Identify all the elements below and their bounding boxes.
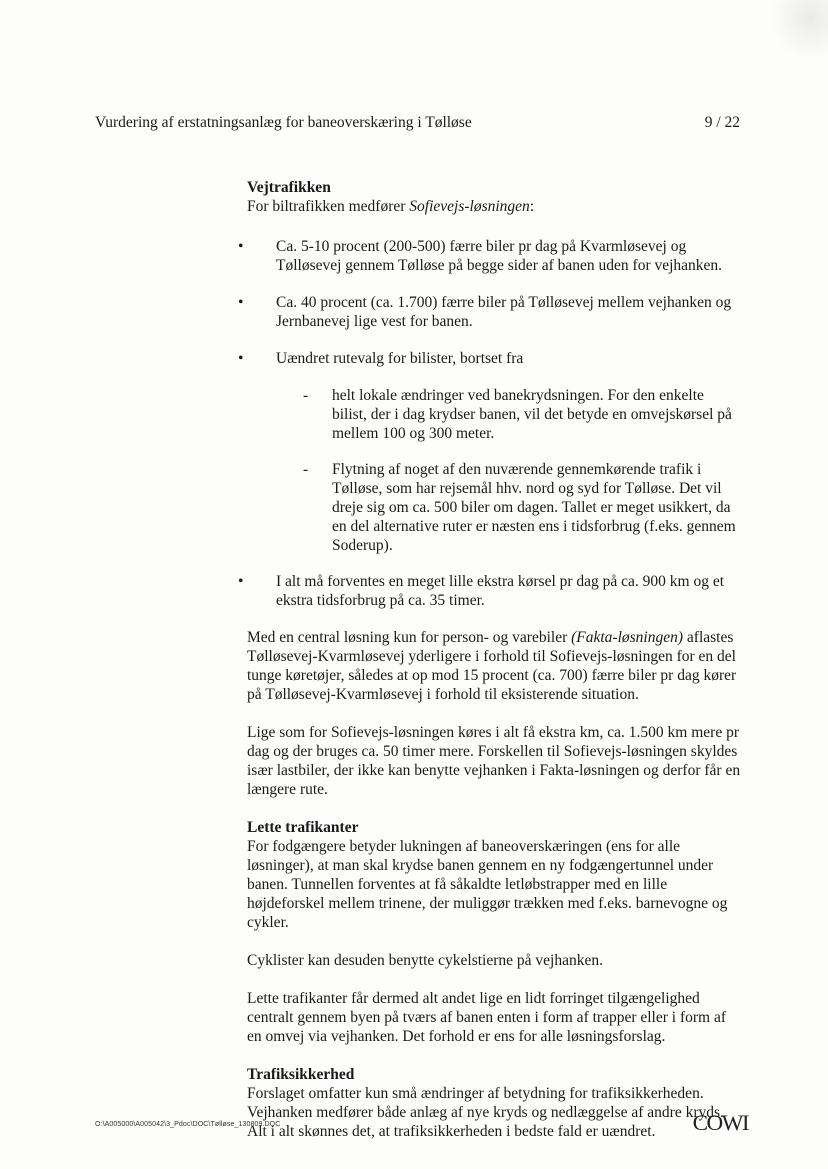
section-heading: Lette trafikanter [247,819,359,836]
document-body [238,178,742,1160]
paragraph: Cyklister kan desuden benytte cykelstierne på vejhanken. [247,952,603,969]
section-heading: Trafiksikkerhed [247,1066,355,1083]
dash-list [303,386,742,555]
section-heading: Vejtrafikken [247,179,331,196]
bullet-text: I alt må forventes en meget lille ekstra kørsel pr dag på ca. 900 km og et ekstra tidsforbrug på ca. 35 timer. [276,573,725,609]
company-logo: COWI [692,1110,748,1135]
paragraph-text: Med en central løsning kun for person- og varebiler [247,629,572,646]
bullet-text: Ca. 5-10 procent (200-500) færre biler pr dag på Kvarmløsevej og Tølløsevej gennem Tølløse på begge sider af banen uden for vejhanken. [276,238,723,274]
bullet-text: Uændret rutevalg for bilister, bortset fra [276,350,524,367]
paragraph: Lige som for Sofievejs-løsningen køres i alt få ekstra km, ca. 1.500 km mere pr dag og der bruges ca. 50 timer mere. Forskellen til Sofievejs-løsningen skyldes især lastbiler, der ikke kan benytte vejhanken i Fakta-løsningen og derfor får en længere rute. [247,724,741,798]
bullet-item [238,572,742,610]
section-vejtrafikken [238,178,742,799]
paragraph: Lette trafikanter får dermed alt andet lige en lidt forringet tilgængelighed centralt gennem byen på tværs af banen enten i form af trapper eller i form af en omvej via vejhanken. Det forhold er ens for alle løsningsforslag. [247,990,727,1045]
paragraph-emphasis: (Fakta-løsningen) [571,629,684,646]
paragraph-text: aflastes Tølløsevej-Kvarmløsevej yderligere i forhold til Sofievejs-løsningen for en del tunge køretøjer, således at op mod 15 procent (ca. 700) færre biler pr dag kører på Tølløsevej-Kvarmløsevej i forhold til eksisterende situation. [247,629,737,703]
paragraph [247,628,742,704]
bullet-list [238,237,742,610]
dash-item [303,460,742,555]
section-intro [247,197,742,216]
page-number: 9 / 22 [704,114,740,131]
dash-icon: - [303,387,309,404]
dash-item [303,386,742,443]
section-lette-trafikanter [247,818,742,1046]
intro-emphasis: Sofievejs-løsningen [409,198,530,215]
section-trafiksikkerhed [247,1065,742,1141]
intro-text: For biltrafikken medfører [247,198,410,215]
bullet-text: Ca. 40 procent (ca. 1.700) færre biler på Tølløsevej mellem vejhanken og Jernbanevej lige vest for banen. [276,294,732,330]
bullet-icon: • [238,573,244,590]
dash-text: helt lokale ændringer ved banekrydsningen. For den enkelte bilist, der i dag krydser banen, vil det betyde en omvejskørsel på mellem 100 og 300 meter. [332,387,732,442]
dash-icon: - [303,461,309,478]
bullet-item [238,349,742,555]
intro-colon: : [529,198,535,215]
document-header-title: Vurdering af erstatningsanlæg for baneoverskæring i Tølløse [95,114,472,131]
footer-file-path: O:\A005000\A005042\3_Pdoc\DOC\Tølløse_130809.DOC [95,1121,281,1128]
bullet-item [238,237,742,275]
bullet-icon: • [238,238,244,255]
bullet-item [238,293,742,331]
dash-text: Flytning af noget af den nuværende gennemkørende trafik i Tølløse, som har rejsemål hhv. nord og syd for Tølløse. Det vil dreje sig om ca. 500 biler om dagen. Tallet er meget usikkert, da en del alternative ruter er næsten ens i tidsforbrug (f.eks. gennem Soderup). [332,461,736,554]
paragraph: For fodgængere betyder lukningen af baneoverskæringen (ens for alle løsninger), at man skal krydse banen gennem en ny fodgængertunnel under banen. Tunnellen forventes at få såkaldte letløbstrapper med en lille højdeforskel mellem trinene, der muliggør trækken med f.eks. barnevogne og cykler. [247,838,728,931]
paragraph: Forslaget omfatter kun små ændringer af betydning for trafiksikkerheden. Vejhanken medfører både anlæg af nye kryds og nedlæggelse af andre kryds. Alt i alt skønnes det, at trafiksikkerheden i bedste fald er uændret. [247,1085,724,1140]
bullet-icon: • [238,294,244,311]
scan-smudge [770,0,828,60]
bullet-icon: • [238,350,244,367]
